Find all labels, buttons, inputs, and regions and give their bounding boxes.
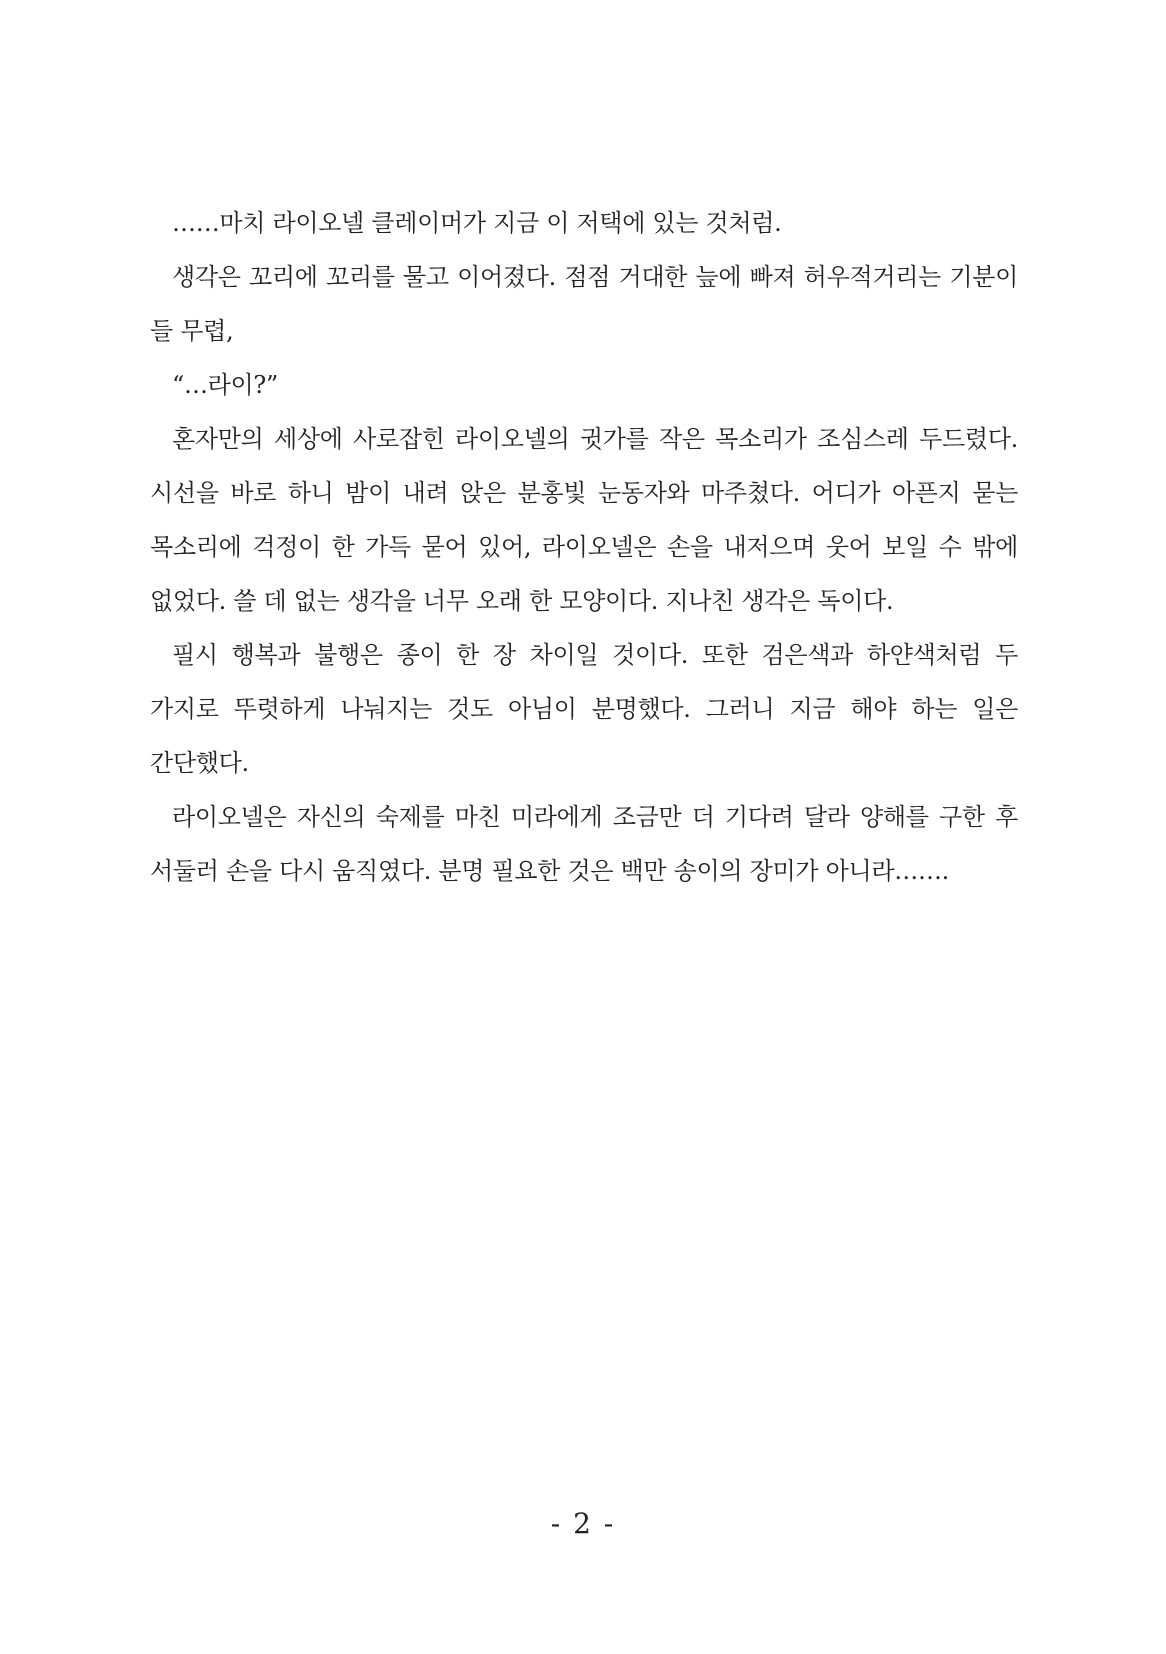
body-text bbox=[150, 196, 1018, 898]
paragraph-1: ……마치 라이오넬 클레이머가 지금 이 저택에 있는 것처럼. bbox=[172, 209, 782, 237]
paragraph-4: 혼자만의 세상에 사로잡힌 라이오넬의 귓가를 작은 목소리가 조심스레 두드렸다. 시선을 바로 하니 밤이 내려 앉은 분홍빛 눈동자와 마주쳤다. 어디가 아픈지 묻는 목소리에 걱정이 한 가득 묻어 있어, 라이오넬은 손을 내저으며 웃어 보일 수 밖에 없었다. 쓸 데 없는 생각을 너무 오래 한 모양이다. 지나친 생각은 독이다. bbox=[150, 425, 1018, 615]
paragraph-3-dialogue: “…라이?” bbox=[172, 371, 278, 399]
paragraph-6: 라이오넬은 자신의 숙제를 마친 미라에게 조금만 더 기다려 달라 양해를 구한 후 서둘러 손을 다시 움직였다. 분명 필요한 것은 백만 송이의 장미가 아니라……. bbox=[150, 803, 1018, 885]
paragraph-5: 필시 행복과 불행은 종이 한 장 차이일 것이다. 또한 검은색과 하얀색처럼 두 가지로 뚜렷하게 나눠지는 것도 아님이 분명했다. 그러니 지금 해야 하는 일은 간단했다. bbox=[150, 641, 1018, 777]
page-number: - 2 - bbox=[550, 1507, 616, 1540]
paragraph-2: 생각은 꼬리에 꼬리를 물고 이어졌다. 점점 거대한 늪에 빠져 허우적거리는 기분이 들 무렵, bbox=[150, 263, 1018, 345]
